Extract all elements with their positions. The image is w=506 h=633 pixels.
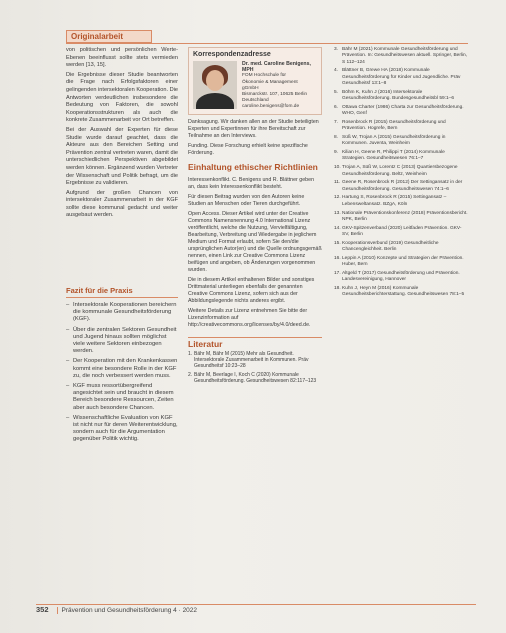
reference-item: 14. GKV-Spitzenverband (2020) Leitfaden Prävention. GKV-SV, Berlin bbox=[334, 225, 462, 237]
author-name: Dr. med. Caroline Benigens, MPH bbox=[242, 61, 311, 74]
literature-list bbox=[188, 351, 322, 385]
paragraph: Bei der Auswahl der Experten für diese Studie wurde darauf geachtet, dass die Akteure aus den Bereichen Setting und Prävention zentral vertreten waren, damit die unterschiedlichen Perspektiven abgebildet werden können. Ergänzend wurden Vertreter der Wissenschaft und Politik befragt, um die Ergebnisse zu validieren. bbox=[66, 126, 178, 187]
paragraph: Weitere Details zur Lizenz entnehmen Sie bitte der Lizenzinformation auf http://creativecommons.org/licenses/by/4.0/deed.de. bbox=[188, 307, 311, 328]
funding: Funding. Diese Forschung erhielt keine spezifische Förderung. bbox=[188, 142, 308, 156]
page-footer bbox=[36, 604, 476, 614]
reference-item: 9. Kilian H, Geene R, Philippi T (2014) Kommunale Strategien. Gesundheitswesen 76:1–7 bbox=[334, 150, 445, 162]
author-email[interactable]: caroline.benigens@fom.de bbox=[242, 104, 300, 110]
reference-item: 17. Altgeld T (2017) Gesundheitsförderung und Prävention. Landesvereinigung, Hannover bbox=[334, 270, 460, 283]
praxis-title: Fazit für die Praxis bbox=[66, 286, 178, 298]
praxis-item: – Der Kooperation mit den Krankenkassen kommt eine besondere Rolle in der KGF zu, die noch verbessert werden muss. bbox=[66, 358, 178, 380]
reference-item: 1. Bähr M, Bähr M (2015) Mehr als Gesundheit. Intersektorale Zusammenarbeit in Kommunen. Präv Gesundheitsf 10:23–28 bbox=[188, 350, 309, 370]
correspondence-title: Korrespondenzadresse bbox=[193, 51, 271, 58]
reference-item: 5. Böhm K, Kuhn J (2016) Intersektorale Gesundheitsförderung. Bundesgesundheitsbl 59:1–6 bbox=[334, 89, 455, 102]
top-rule bbox=[66, 43, 468, 44]
ethics-heading: Einhaltung ethischer Richtlinien bbox=[188, 161, 318, 172]
reference-item: 18. Kuhn J, Heyn M (2016) Kommunale Gesundheitsberichterstattung. Gesundheitswesen 78:1–5 bbox=[334, 286, 465, 298]
reference-item: 7. Rosenbrock R (2015) Gesundheitsförderung und Prävention. Hogrefe, Bern bbox=[334, 119, 446, 132]
reference-item: 4. Blättner B, Grewe HA (2018) Kommunale Gesundheitsförderung für Kinder und Jugendliche. Präv Gesundheitsf 13:1–8 bbox=[334, 68, 461, 86]
paragraph: Die Ergebnisse dieser Studie beantworten die Frage nach Erfolgsfaktoren einer gelingenden intersektoralen Kooperation. Die Antworten verdeutlichen insbesondere die Bedeutung von Faktoren, die sowohl Kooperationsstrukturen als auch die konkrete Zusammenarbeit vor Ort betreffen. bbox=[66, 71, 178, 124]
correspondence-address: Dr. med. Caroline Benigens, MPH FOM Hochschule für Ökonomie & Management gGmbH Bismarckstr. 107, 10625 Berlin Deutschland caroline.benigens@fom.de bbox=[242, 61, 317, 111]
acknowledgement: Danksagung. Wir danken allen an der Studie beteiligten Experten und Expertinnen für ihre Bereitschaft zur Teilnahme an den Interviews. bbox=[188, 118, 319, 139]
reference-item: 8. Süß W, Trojan A (2015) Gesundheitsförderung in Kommunen. Juventa, Weinheim bbox=[334, 135, 446, 147]
correspondence-box bbox=[188, 47, 322, 115]
reference-item: 12. Hartung S, Rosenbrock R (2015) Settingansatz – Lebensweltansatz. BZgA, Köln bbox=[334, 195, 447, 207]
praxis-box bbox=[66, 286, 178, 447]
praxis-list bbox=[66, 302, 178, 444]
paragraph: Aufgrund der großen Chancen von intersektoraler Zusammenarbeit in der KGF sollte diese kommunal gedacht und weiter ausgebaut werden. bbox=[66, 189, 178, 219]
column-3-references bbox=[334, 47, 468, 301]
reference-item: 3. Bähr M (2021) Kommunale Gesundheitsförderung und Prävention. In: Gesundheitswesen aktuell. Springer, Berlin, S 112–124 bbox=[334, 47, 468, 65]
paragraph: von politischen und persönlichen Werte-Ebenen beeinflusst sollte stets vermieden werden [13, 15]. bbox=[66, 47, 178, 69]
column-1 bbox=[66, 47, 178, 222]
praxis-item: – Über die zentralen Sektoren Gesundheit und Jugend hinaus sollten möglichst viele weitere Sektoren einbezogen werden. bbox=[66, 327, 178, 356]
paragraph: Interessenkonflikt. C. Benigens und R. Blättner geben an, dass kein Interessenkonflikt besteht. bbox=[188, 176, 315, 190]
author-photo bbox=[193, 61, 237, 109]
page-number: 352 bbox=[36, 605, 49, 614]
praxis-item: – Intersektorale Kooperationen bereichern die kommunale Gesundheitsförderung (KGF). bbox=[66, 302, 178, 324]
paragraph: Für diesen Beitrag wurden von den Autoren keine Studien an Menschen oder Tieren durchgeführt. bbox=[188, 193, 305, 207]
reference-item: 6. Ottawa Charter (1986) Charta zur Gesundheitsförderung. WHO, Genf bbox=[334, 104, 464, 117]
journal-name: Prävention und Gesundheitsförderung 4 · 2022 bbox=[61, 607, 198, 614]
reference-item: 11. Geene R, Rosenbrock R (2012) Der Settingansatz in der Gesundheitsförderung. Gesundheitswesen 74:1–6 bbox=[334, 180, 463, 192]
reference-item: 15. Kooperationsverbund (2019) Gesundheitliche Chancengleichheit. Berlin bbox=[334, 240, 439, 253]
reference-list bbox=[334, 47, 468, 299]
reference-item: 13. Nationale Präventionskonferenz (2018) Präventionsbericht. NPK, Berlin bbox=[334, 210, 468, 222]
paragraph: Open Access. Dieser Artikel wird unter der Creative Commons Namensnennung 4.0 International Lizenz veröffentlicht, welche die Nutzung, Vervielfältigung, Bearbeitung, Verbreitung und Wiedergabe in jeglichem Medium und Format erlaubt, sofern Sie den/die ursprünglichen Autor(en) und die Quelle ordnungsgemäß nennen, einen Link zur Creative Commons Lizenz beifügen und angeben, ob Änderungen vorgenommen wurden. bbox=[188, 210, 322, 273]
reference-item: 16. Leppin A (2010) Konzepte und Strategien der Prävention. Huber, Bern bbox=[334, 255, 464, 268]
literature-heading: Literatur bbox=[188, 337, 322, 348]
paragraph: Die in diesem Artikel enthaltenen Bilder und sonstiges Drittmaterial unterliegen ebenfalls der genannten Creative Commons Lizenz, sofern sich aus der Abbildungslegende nichts anderes ergibt. bbox=[188, 276, 315, 304]
column-2 bbox=[188, 47, 322, 387]
reference-item: 10. Trojan A, Süß W, Lorentz C (2013) Quartiersbezogene Gesundheitsförderung. Beltz, Weinheim bbox=[334, 165, 458, 177]
praxis-item: – KGF muss ressortübergreifend angesichtet sein und braucht in diesem Bereich besondere Ressourcen, Zeiten aber auch besondere Chancen. bbox=[66, 383, 178, 412]
praxis-item: – Wissenschaftliche Evaluation von KGF ist nicht nur für deren Weiterentwicklung, sondern auch für die Argumentation gegenüber Politik wichtig. bbox=[66, 415, 178, 444]
reference-item: 2. Bähr M, Beerlage I, Koch C (2020) Kommunale Gesundheitsförderung. Gesundheitswesen 82:117–123 bbox=[188, 371, 317, 385]
section-label: Originalarbeit bbox=[66, 30, 152, 43]
